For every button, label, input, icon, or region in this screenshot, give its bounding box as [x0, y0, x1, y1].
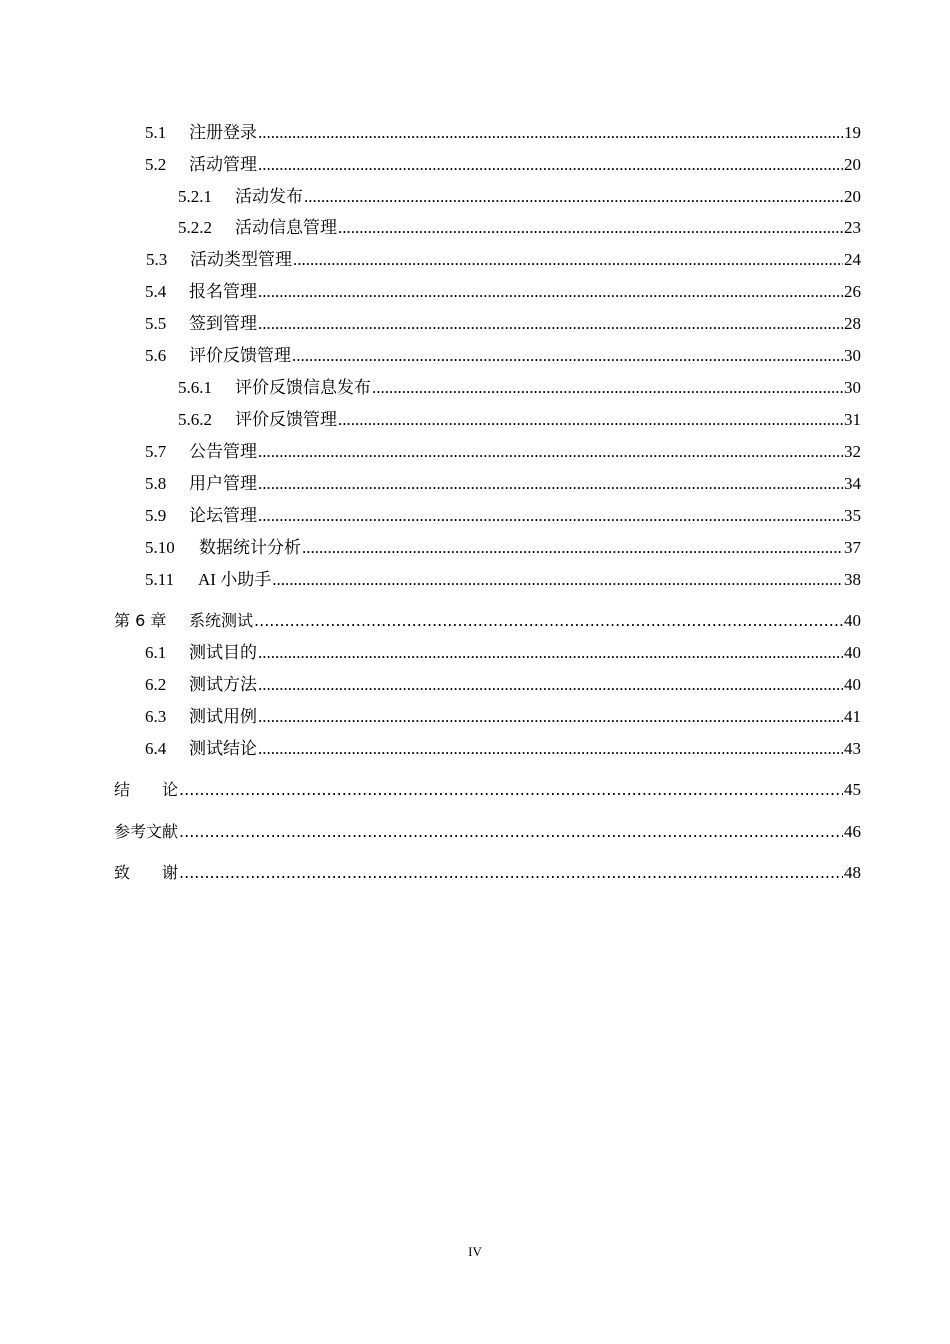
- toc-title: 签到管理: [189, 314, 257, 333]
- toc-title: 致 谢: [114, 863, 179, 882]
- toc-page-number: 30: [844, 378, 861, 397]
- toc-leader-dots: [258, 673, 843, 697]
- toc-leader-dots: [258, 737, 843, 761]
- toc-number: 5.5: [145, 314, 167, 333]
- toc-title: 系统测试: [189, 611, 254, 630]
- toc-page-number: 26: [844, 282, 861, 301]
- toc-number: 5.2.2: [178, 218, 212, 237]
- toc-title: 评价反馈信息发布: [235, 378, 371, 397]
- toc-entry-6-1[interactable]: [145, 641, 861, 665]
- toc-leader-dots: [258, 440, 843, 464]
- toc-page-number: 38: [844, 570, 861, 589]
- toc-number: 5.8: [145, 474, 167, 493]
- toc-number: 6.4: [145, 739, 167, 758]
- toc-title: 注册登录: [189, 123, 257, 142]
- toc-page-number: 41: [844, 707, 861, 726]
- toc-entry-chapter-6[interactable]: [114, 609, 861, 633]
- toc-leader-dots: [272, 568, 843, 592]
- toc-number: 5.2: [145, 155, 167, 174]
- toc-entry-acknowledgements[interactable]: [114, 861, 861, 885]
- toc-entry-5-10[interactable]: [145, 536, 861, 560]
- toc-entry-6-3[interactable]: [145, 705, 861, 729]
- toc-entry-5-8[interactable]: [145, 472, 861, 496]
- toc-title: 论坛管理: [189, 506, 257, 525]
- toc-number: 5.1: [145, 123, 167, 142]
- toc-title: 活动发布: [235, 187, 303, 206]
- toc-leader-dots: [338, 216, 843, 240]
- toc-number: 6.2: [145, 675, 167, 694]
- toc-leader-dots: [338, 408, 843, 432]
- toc-leader-dots: [293, 248, 843, 272]
- toc-page-number: 30: [844, 346, 861, 365]
- toc-leader-dots: [179, 820, 843, 844]
- toc-page-number: 46: [844, 822, 861, 841]
- toc-page-number: 28: [844, 314, 861, 333]
- toc-leader-dots: [179, 861, 843, 885]
- toc-leader-dots: [258, 472, 843, 496]
- toc-entry-5-6[interactable]: [145, 344, 861, 368]
- toc-number: 5.3: [146, 250, 168, 269]
- toc-page-number: 32: [844, 442, 861, 461]
- toc-number: 5.9: [145, 506, 167, 525]
- toc-page-number: 40: [844, 611, 861, 630]
- toc-number: 6.1: [145, 643, 167, 662]
- toc-page-number: 31: [844, 410, 861, 429]
- toc-leader-dots: [258, 280, 843, 304]
- toc-entry-5-11[interactable]: [145, 568, 861, 592]
- toc-entry-5-6-2[interactable]: [178, 408, 861, 432]
- toc-entry-references[interactable]: [114, 820, 861, 844]
- toc-leader-dots: [258, 153, 843, 177]
- toc-page-number: 43: [844, 739, 861, 758]
- toc-page-number: 24: [844, 250, 861, 269]
- toc-title: 测试方法: [189, 675, 257, 694]
- toc-title: 用户管理: [189, 474, 257, 493]
- toc-title: 评价反馈管理: [235, 410, 337, 429]
- toc-leader-dots: [254, 609, 843, 633]
- toc-title: 结 论: [114, 780, 179, 799]
- toc-number: 5.2.1: [178, 187, 212, 206]
- toc-title: 活动管理: [189, 155, 257, 174]
- toc-page-number: 35: [844, 506, 861, 525]
- toc-title: 活动信息管理: [235, 218, 337, 237]
- toc-number: 6.3: [145, 707, 167, 726]
- toc-leader-dots: [258, 641, 843, 665]
- toc-leader-dots: [292, 344, 843, 368]
- toc-entry-5-1[interactable]: [145, 121, 861, 145]
- toc-leader-dots: [304, 185, 843, 209]
- toc-title: 测试结论: [189, 739, 257, 758]
- toc-title: 测试用例: [189, 707, 257, 726]
- toc-leader-dots: [258, 705, 843, 729]
- toc-chapter-number: 第 6 章: [114, 611, 167, 630]
- toc-title: 报名管理: [189, 282, 257, 301]
- toc-page-number: 23: [844, 218, 861, 237]
- toc-leader-dots: [302, 536, 843, 560]
- toc-page-number: 19: [844, 123, 861, 142]
- toc-entry-5-2-1[interactable]: [178, 185, 861, 209]
- toc-entry-5-9[interactable]: [145, 504, 861, 528]
- toc-number: 5.4: [145, 282, 167, 301]
- toc-entry-5-5[interactable]: [145, 312, 861, 336]
- toc-title: 评价反馈管理: [189, 346, 291, 365]
- toc-page-number: 37: [844, 538, 861, 557]
- toc-title: 测试目的: [189, 643, 257, 662]
- toc-entry-5-4[interactable]: [145, 280, 861, 304]
- toc-page-number: 45: [844, 780, 861, 799]
- toc-title: 公告管理: [189, 442, 257, 461]
- toc-entry-5-2-2[interactable]: [178, 216, 861, 240]
- toc-title: 参考文献: [114, 822, 179, 841]
- toc-number: 5.11: [145, 570, 175, 589]
- toc-leader-dots: [258, 312, 843, 336]
- toc-page-number: 20: [844, 187, 861, 206]
- toc-page-number: 40: [844, 675, 861, 694]
- toc-leader-dots: [258, 504, 843, 528]
- toc-leader-dots: [258, 121, 843, 145]
- toc-entry-conclusion[interactable]: [114, 778, 861, 802]
- toc-entry-5-6-1[interactable]: [178, 376, 861, 400]
- page-footer-number: IV: [468, 1244, 482, 1259]
- toc-entry-5-2[interactable]: [145, 153, 861, 177]
- toc-page-number: 40: [844, 643, 861, 662]
- toc-entry-5-7[interactable]: [145, 440, 861, 464]
- toc-leader-dots: [179, 778, 843, 802]
- toc-number: 5.6.1: [178, 378, 212, 397]
- toc-number: 5.10: [145, 538, 175, 557]
- toc-title: 活动类型管理: [190, 250, 292, 269]
- toc-page-number: 34: [844, 474, 861, 493]
- toc-page-number: 48: [844, 863, 861, 882]
- toc-leader-dots: [372, 376, 843, 400]
- toc-title: AI 小助手: [198, 570, 272, 589]
- toc-number: 5.6.2: [178, 410, 212, 429]
- toc-number: 5.6: [145, 346, 167, 365]
- toc-entry-5-3[interactable]: [146, 248, 861, 272]
- toc-number: 5.7: [145, 442, 167, 461]
- toc-entry-6-2[interactable]: [145, 673, 861, 697]
- toc-page-number: 20: [844, 155, 861, 174]
- toc-title: 数据统计分析: [199, 538, 301, 557]
- toc-entry-6-4[interactable]: [145, 737, 861, 761]
